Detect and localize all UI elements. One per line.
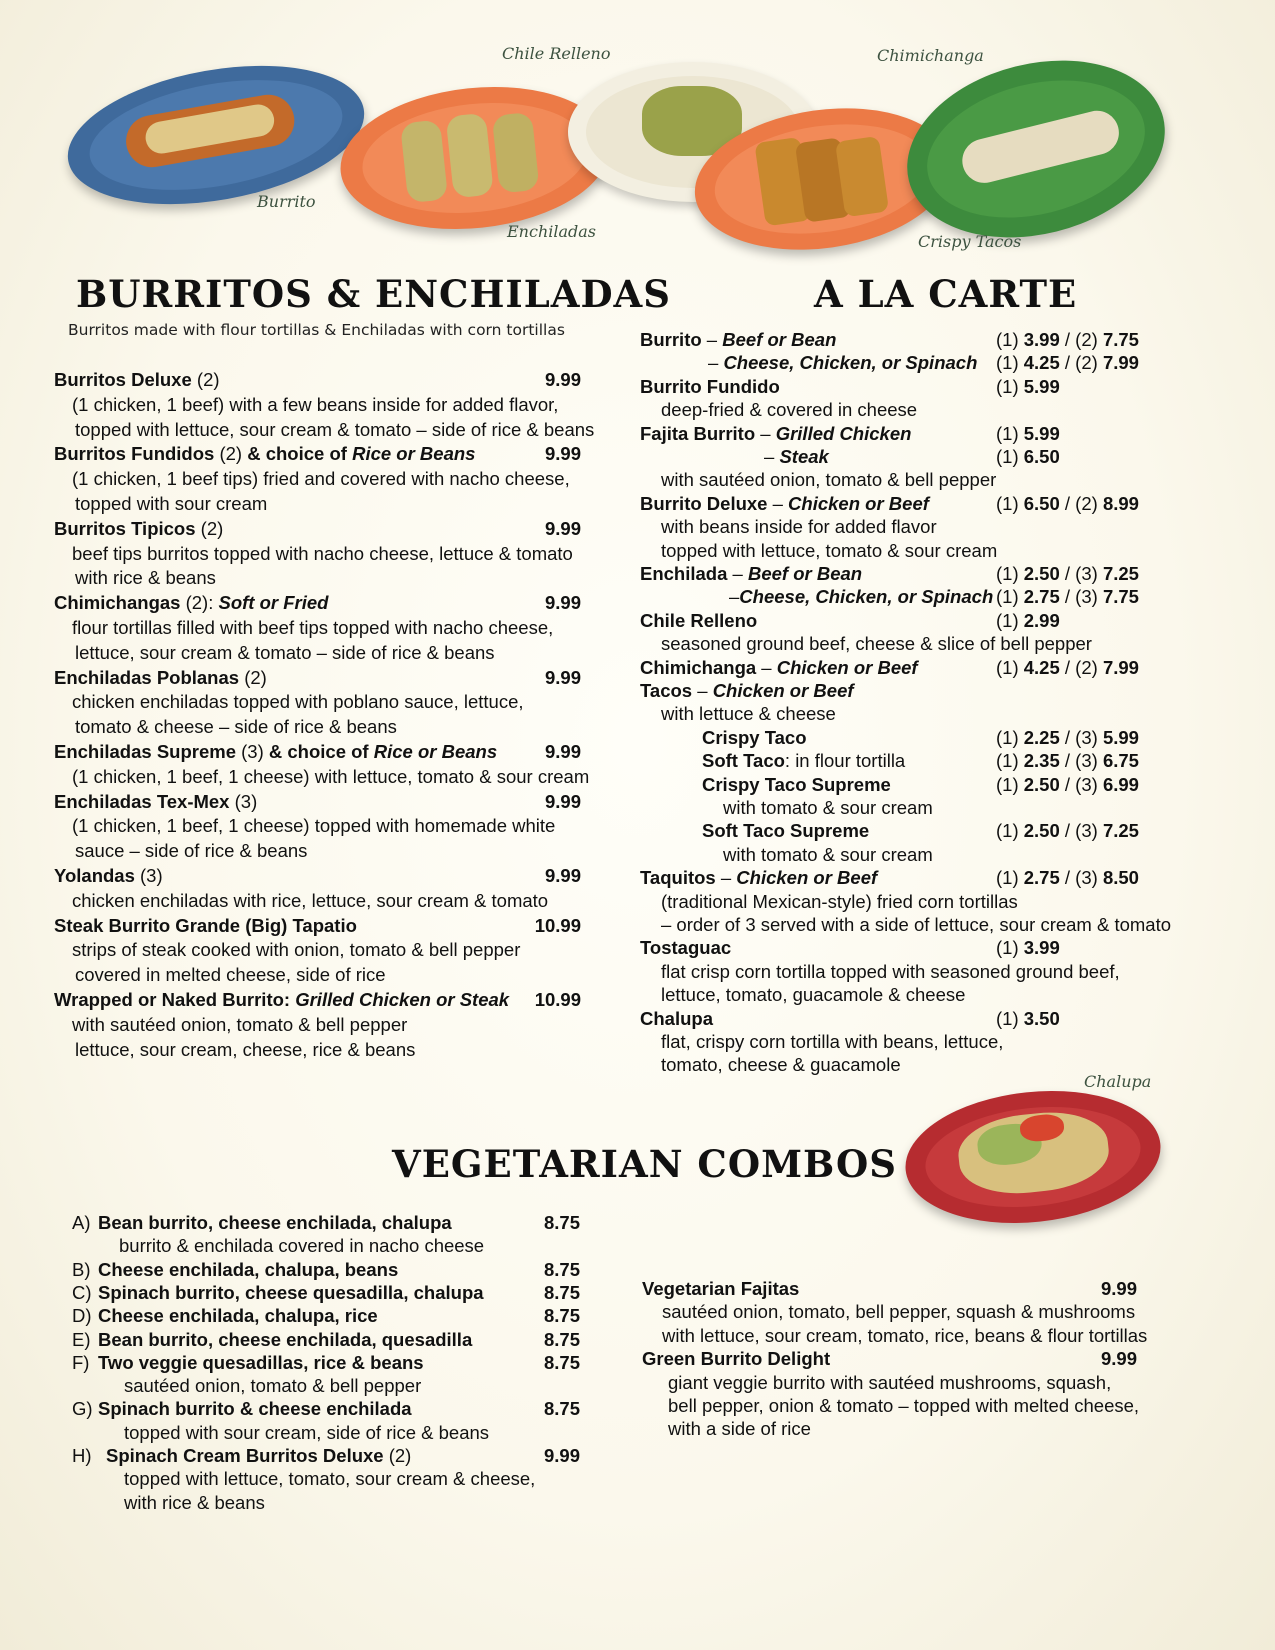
menu-item-title	[640, 375, 780, 399]
item-choice: Soft or Fried	[218, 592, 329, 614]
item-prices	[996, 562, 1139, 586]
price-value: 8.50	[1102, 867, 1139, 889]
caption-enchiladas: Enchiladas	[507, 222, 597, 241]
caption-burrito: Burrito	[257, 192, 316, 211]
price-quantity: (1)	[996, 773, 1024, 795]
item-quantity: (2):	[180, 592, 219, 614]
item-prices	[996, 585, 1139, 609]
menu-item-title	[702, 726, 807, 750]
item-description: tomato & cheese – side of rice & beans	[75, 716, 397, 738]
item-quantity: (3)	[134, 865, 163, 886]
item-description: (1 chicken, 1 beef) with a few beans inside for added flavor,	[72, 393, 559, 415]
price-value: 5.99	[1023, 375, 1060, 397]
menu-item-title	[640, 492, 929, 516]
price-value: 2.50	[1023, 773, 1060, 795]
item-choice: Grilled Chicken	[775, 422, 912, 444]
item-description: with sautéed onion, tomato & bell pepper	[661, 469, 997, 491]
price-quantity: / (3)	[1059, 586, 1103, 608]
item-choice: Beef or Bean	[722, 329, 837, 350]
item-price: 9.99	[1100, 1348, 1137, 1370]
item-choice: Chicken or Beef	[712, 680, 854, 701]
item-description: with tomato & sour cream	[723, 797, 933, 818]
item-choice: Cheese, Chicken, or Spinach	[739, 586, 994, 608]
item-price: 9.99	[544, 865, 581, 886]
item-separator: –	[729, 586, 740, 608]
item-description: (1 chicken, 1 beef tips) fried and covered with nacho cheese,	[72, 468, 570, 490]
item-description: chicken enchiladas topped with poblano sauce, lettuce,	[72, 691, 524, 713]
item-quantity: (2)	[239, 666, 267, 688]
item-name: Soft Taco Supreme	[702, 820, 870, 842]
vegetarian-heading: VEGETARIAN COMBOS	[392, 1142, 897, 1186]
price-quantity: / (2)	[1059, 492, 1103, 514]
item-price: 10.99	[534, 914, 581, 936]
item-description: topped with lettuce, tomato, sour cream & cheese,	[124, 1468, 536, 1490]
item-name: Enchilada	[640, 563, 728, 584]
price-quantity: (1)	[996, 375, 1024, 397]
enchiladas-photo	[333, 74, 616, 241]
menu-item-title	[702, 773, 891, 797]
item-price: 9.99	[544, 666, 581, 688]
item-description: with rice & beans	[75, 567, 216, 589]
item-name: Burritos Fundidos	[54, 443, 215, 465]
item-description: burrito & enchilada covered in nacho cheese	[119, 1235, 485, 1257]
item-extra: & choice of	[242, 443, 353, 465]
item-description: tomato, cheese & guacamole	[661, 1054, 901, 1076]
caption-chimichanga: Chimichanga	[877, 46, 984, 65]
menu-item-title	[702, 749, 905, 773]
item-separator: –	[727, 563, 748, 584]
price-quantity: (1)	[996, 586, 1024, 608]
menu-item-title	[54, 517, 223, 541]
menu-item-title	[98, 1328, 472, 1352]
item-price: 9.99	[544, 443, 581, 465]
price-value: 6.99	[1102, 773, 1139, 795]
menu-item-title	[640, 936, 731, 960]
item-name: Crispy Taco Supreme	[702, 773, 891, 795]
item-separator: –	[755, 422, 776, 444]
item-description: with beans inside for added flavor	[661, 516, 937, 538]
price-quantity: (1)	[996, 867, 1024, 889]
item-name: Fajita Burrito	[640, 422, 756, 444]
item-prices	[996, 609, 1060, 633]
menu-item-title	[54, 591, 328, 615]
combo-letter: A)	[72, 1212, 91, 1233]
menu-item-title	[54, 368, 220, 392]
price-quantity: / (2)	[1059, 352, 1103, 374]
item-choice: Rice or Beans	[352, 443, 476, 465]
combo-letter: E)	[72, 1328, 91, 1350]
menu-item-title	[729, 585, 993, 609]
item-description: with lettuce & cheese	[661, 703, 836, 725]
item-price: 9.99	[544, 517, 581, 539]
item-name: Taquitos	[640, 867, 716, 889]
item-name: Vegetarian Fajitas	[642, 1278, 800, 1299]
item-description: flat crisp corn tortilla topped with seasoned ground beef,	[661, 960, 1120, 982]
price-quantity: / (3)	[1059, 750, 1103, 772]
item-description: flat, crispy corn tortilla with beans, lettuce,	[661, 1031, 1004, 1052]
item-choice: Chicken or Beef	[788, 492, 929, 514]
item-name: Chimichangas	[54, 592, 181, 614]
caption-crispy-tacos: Crispy Tacos	[918, 232, 1022, 251]
item-separator: –	[701, 329, 723, 350]
item-price: 9.99	[544, 741, 581, 762]
item-name: Chile Relleno	[640, 609, 758, 631]
item-price: 8.75	[543, 1258, 580, 1280]
item-description: (1 chicken, 1 beef, 1 cheese) topped with homemade white	[72, 815, 556, 837]
item-name: Spinach burrito & cheese enchilada	[98, 1398, 412, 1420]
item-quantity: (2)	[191, 369, 220, 390]
menu-item-title	[98, 1211, 452, 1235]
price-quantity: (1)	[996, 352, 1024, 374]
price-value: 7.75	[1102, 329, 1139, 350]
price-quantity: (1)	[996, 656, 1024, 678]
combo-letter: G)	[72, 1398, 93, 1420]
item-extra: & choice of	[263, 741, 374, 762]
item-description: with lettuce, sour cream, tomato, rice, beans & flour tortillas	[662, 1324, 1148, 1346]
item-separator: –	[767, 492, 789, 514]
item-prices	[996, 866, 1139, 890]
price-quantity: / (2)	[1059, 329, 1103, 350]
item-price: 8.75	[543, 1328, 580, 1350]
burritos-subtitle: Burritos made with flour tortillas & Enchiladas with corn tortillas	[68, 321, 565, 339]
item-name: Crispy Taco	[702, 726, 807, 748]
item-name: Tostaguac	[640, 937, 732, 959]
price-quantity: / (2)	[1059, 656, 1103, 678]
item-name: Wrapped or Naked Burrito:	[54, 989, 296, 1010]
item-description: sautéed onion, tomato & bell pepper	[124, 1375, 422, 1397]
price-quantity: / (3)	[1059, 820, 1103, 842]
item-separator: –	[692, 680, 713, 701]
item-description: topped with lettuce, tomato & sour cream	[661, 539, 998, 561]
item-name: Two veggie quesadillas, rice & beans	[98, 1351, 424, 1373]
price-quantity: / (3)	[1059, 867, 1103, 889]
chimichanga-photo	[888, 35, 1183, 263]
price-value: 5.99	[1023, 422, 1060, 444]
item-name: Burrito Fundido	[640, 375, 780, 397]
menu-item-title	[98, 1281, 484, 1305]
item-name: Steak Burrito Grande (Big) Tapatio	[54, 914, 357, 936]
item-name: Chalupa	[640, 1007, 713, 1029]
item-choice: Chicken or Beef	[736, 867, 878, 889]
item-choice: Rice or Beans	[373, 741, 498, 762]
combo-letter: C)	[72, 1281, 92, 1303]
menu-item-title	[640, 609, 757, 633]
burritos-heading: BURRITOS & ENCHILADAS	[76, 272, 671, 316]
menu-item-title	[54, 914, 357, 938]
menu-item-title	[54, 740, 497, 764]
menu-item-title	[98, 1397, 412, 1421]
item-description: strips of steak cooked with onion, tomato & bell pepper	[72, 939, 521, 961]
item-name: Cheese enchilada, chalupa, beans	[98, 1258, 399, 1280]
item-name: Bean burrito, cheese enchilada, quesadilla	[98, 1328, 473, 1350]
price-value: 3.50	[1023, 1007, 1060, 1029]
item-price: 8.75	[543, 1305, 580, 1327]
item-description: topped with sour cream	[75, 493, 268, 514]
price-quantity: (1)	[996, 492, 1024, 514]
item-choice: Chicken or Beef	[776, 656, 918, 678]
item-separator: –	[764, 446, 780, 467]
price-value: 7.75	[1102, 586, 1139, 608]
item-extra: : in flour tortilla	[784, 750, 906, 772]
menu-item-title	[98, 1351, 424, 1375]
a-la-carte-heading: A LA CARTE	[814, 272, 1078, 316]
item-description: lettuce, sour cream, cheese, rice & beans	[75, 1038, 416, 1060]
price-value: 7.25	[1102, 820, 1139, 842]
item-description: lettuce, sour cream & tomato – side of rice & beans	[75, 641, 495, 663]
item-description: seasoned ground beef, cheese & slice of bell pepper	[661, 633, 1092, 655]
price-value: 4.25	[1023, 352, 1060, 374]
item-description: topped with sour cream, side of rice & beans	[124, 1421, 490, 1443]
item-prices	[996, 492, 1139, 516]
price-quantity: (1)	[996, 820, 1024, 842]
menu-item-title	[640, 328, 836, 352]
item-description: sauce – side of rice & beans	[75, 840, 308, 862]
item-description: chicken enchiladas with rice, lettuce, sour cream & tomato	[72, 889, 549, 911]
item-description: topped with lettuce, sour cream & tomato – side of rice & beans	[75, 418, 595, 440]
item-prices	[996, 422, 1060, 446]
price-value: 2.50	[1023, 820, 1060, 842]
item-price: 8.75	[543, 1212, 580, 1233]
item-price: 8.75	[543, 1398, 580, 1420]
price-value: 2.50	[1023, 563, 1060, 584]
item-prices	[996, 819, 1139, 843]
price-quantity: (1)	[996, 1007, 1024, 1029]
item-name: Burrito	[640, 329, 702, 350]
item-description: (traditional Mexican-style) fried corn tortillas	[661, 890, 1018, 912]
item-description: lettuce, tomato, guacamole & cheese	[661, 984, 966, 1006]
price-value: 4.25	[1023, 656, 1060, 678]
item-name: Burritos Deluxe	[54, 369, 192, 390]
item-prices	[996, 375, 1060, 399]
item-prices	[996, 445, 1060, 469]
item-price: 10.99	[534, 989, 581, 1010]
combo-letter: F)	[72, 1351, 90, 1373]
price-value: 2.75	[1023, 867, 1060, 889]
item-name: Enchiladas Poblanas	[54, 666, 240, 688]
item-choice: Steak	[779, 446, 829, 467]
item-prices	[996, 656, 1139, 680]
menu-item-title	[640, 562, 862, 586]
menu-item-title	[702, 819, 869, 843]
item-price: 9.99	[544, 369, 581, 390]
menu-item-title	[640, 679, 854, 703]
item-name: Burrito Deluxe	[640, 492, 768, 514]
combo-letter: H)	[72, 1445, 92, 1466]
item-description: giant veggie burrito with sautéed mushrooms, squash,	[668, 1371, 1112, 1393]
item-name: Enchiladas Supreme	[54, 741, 236, 762]
price-value: 6.50	[1023, 492, 1060, 514]
item-prices	[996, 773, 1139, 797]
menu-item-title	[54, 442, 475, 466]
menu-item-title	[54, 864, 163, 888]
combo-letter: B)	[72, 1258, 91, 1280]
item-name: Cheese enchilada, chalupa, rice	[98, 1305, 378, 1327]
price-quantity: / (3)	[1059, 563, 1103, 584]
item-name: Yolandas	[54, 865, 135, 886]
menu-item-title	[98, 1258, 398, 1282]
price-quantity: (1)	[996, 937, 1024, 959]
price-quantity: (1)	[996, 726, 1024, 748]
item-quantity: (3)	[235, 741, 264, 762]
item-description: beef tips burritos topped with nacho cheese, lettuce & tomato	[72, 542, 573, 564]
item-separator: –	[756, 656, 777, 678]
price-value: 2.99	[1023, 609, 1060, 631]
menu-item-title	[54, 790, 257, 814]
item-description: covered in melted cheese, side of rice	[75, 964, 386, 986]
menu-item-title	[640, 866, 877, 890]
chalupa-photo	[899, 1079, 1167, 1235]
menu-item-title	[54, 988, 509, 1012]
menu-item-title	[106, 1444, 411, 1468]
item-price: 8.75	[543, 1351, 580, 1373]
price-quantity: (1)	[996, 563, 1024, 584]
price-value: 5.99	[1102, 726, 1139, 748]
price-value: 7.25	[1102, 563, 1139, 584]
item-quantity: (2)	[383, 1445, 412, 1466]
item-price: 9.99	[544, 790, 581, 812]
item-name: Chimichanga	[640, 656, 757, 678]
combo-letter: D)	[72, 1305, 92, 1327]
menu-item-title	[640, 1007, 713, 1031]
item-quantity: (2)	[214, 443, 243, 465]
item-name: Spinach Cream Burritos Deluxe	[106, 1445, 384, 1466]
item-name: Green Burrito Delight	[642, 1348, 831, 1370]
menu-item-title	[640, 422, 911, 446]
item-prices	[996, 726, 1139, 750]
price-value: 2.35	[1023, 750, 1060, 772]
item-price: 8.75	[543, 1281, 580, 1303]
price-value: 8.99	[1102, 492, 1139, 514]
price-quantity: (1)	[996, 446, 1024, 467]
item-description: with a side of rice	[668, 1418, 811, 1440]
price-quantity: (1)	[996, 750, 1024, 772]
menu-item-title	[640, 656, 918, 680]
item-quantity: (2)	[195, 517, 224, 539]
price-value: 6.50	[1023, 446, 1060, 467]
item-prices	[996, 936, 1060, 960]
item-price: 9.99	[1100, 1278, 1137, 1299]
burrito-photo	[57, 45, 375, 225]
price-value: 2.75	[1023, 586, 1060, 608]
menu-item-title	[708, 351, 977, 375]
price-value: 2.25	[1023, 726, 1060, 748]
item-name: Burritos Tipicos	[54, 517, 196, 539]
item-description: bell pepper, onion & tomato – topped with melted cheese,	[668, 1395, 1140, 1416]
item-description: with sautéed onion, tomato & bell pepper	[72, 1013, 408, 1035]
item-prices	[996, 1007, 1060, 1031]
item-choice: Cheese, Chicken, or Spinach	[723, 352, 978, 374]
price-value: 3.99	[1023, 329, 1060, 350]
item-prices	[996, 328, 1139, 352]
item-description: with rice & beans	[124, 1491, 265, 1513]
item-prices	[996, 749, 1139, 773]
price-quantity: (1)	[996, 329, 1024, 350]
item-name: Spinach burrito, cheese quesadilla, chalupa	[98, 1281, 484, 1303]
item-description: flour tortillas filled with beef tips topped with nacho cheese,	[72, 617, 554, 638]
item-name: Tacos	[640, 680, 693, 701]
item-description: sautéed onion, tomato, bell pepper, squash & mushrooms	[662, 1301, 1136, 1323]
price-quantity: (1)	[996, 422, 1024, 444]
menu-item-title	[98, 1304, 378, 1328]
price-value: 7.99	[1102, 352, 1139, 374]
item-price: 9.99	[544, 592, 581, 614]
item-quantity: (3)	[229, 790, 258, 812]
item-prices	[996, 351, 1139, 375]
menu-item-title	[764, 445, 829, 469]
item-description: with tomato & sour cream	[723, 843, 933, 865]
price-value: 7.99	[1102, 656, 1139, 678]
price-quantity: (1)	[996, 609, 1024, 631]
price-quantity: / (3)	[1059, 726, 1103, 748]
caption-chalupa: Chalupa	[1084, 1072, 1152, 1091]
item-choice: Grilled Chicken or Steak	[295, 989, 510, 1010]
item-choice: Beef or Bean	[747, 563, 863, 584]
item-name: Soft Taco	[702, 750, 785, 772]
item-description: deep-fried & covered in cheese	[661, 399, 918, 421]
item-description: – order of 3 served with a side of lettuce, sour cream & tomato	[661, 914, 1172, 935]
item-price: 9.99	[543, 1445, 580, 1466]
caption-chile-relleno: Chile Relleno	[502, 44, 611, 63]
item-separator: –	[715, 867, 737, 889]
price-quantity: / (3)	[1059, 773, 1103, 795]
item-separator: –	[708, 352, 724, 374]
price-value: 6.75	[1102, 750, 1139, 772]
item-name: Enchiladas Tex-Mex	[54, 790, 230, 812]
item-name: Bean burrito, cheese enchilada, chalupa	[98, 1212, 452, 1233]
item-description: (1 chicken, 1 beef, 1 cheese) with lettuce, tomato & sour cream	[72, 765, 590, 787]
menu-item-title	[54, 666, 267, 690]
price-value: 3.99	[1023, 937, 1060, 959]
